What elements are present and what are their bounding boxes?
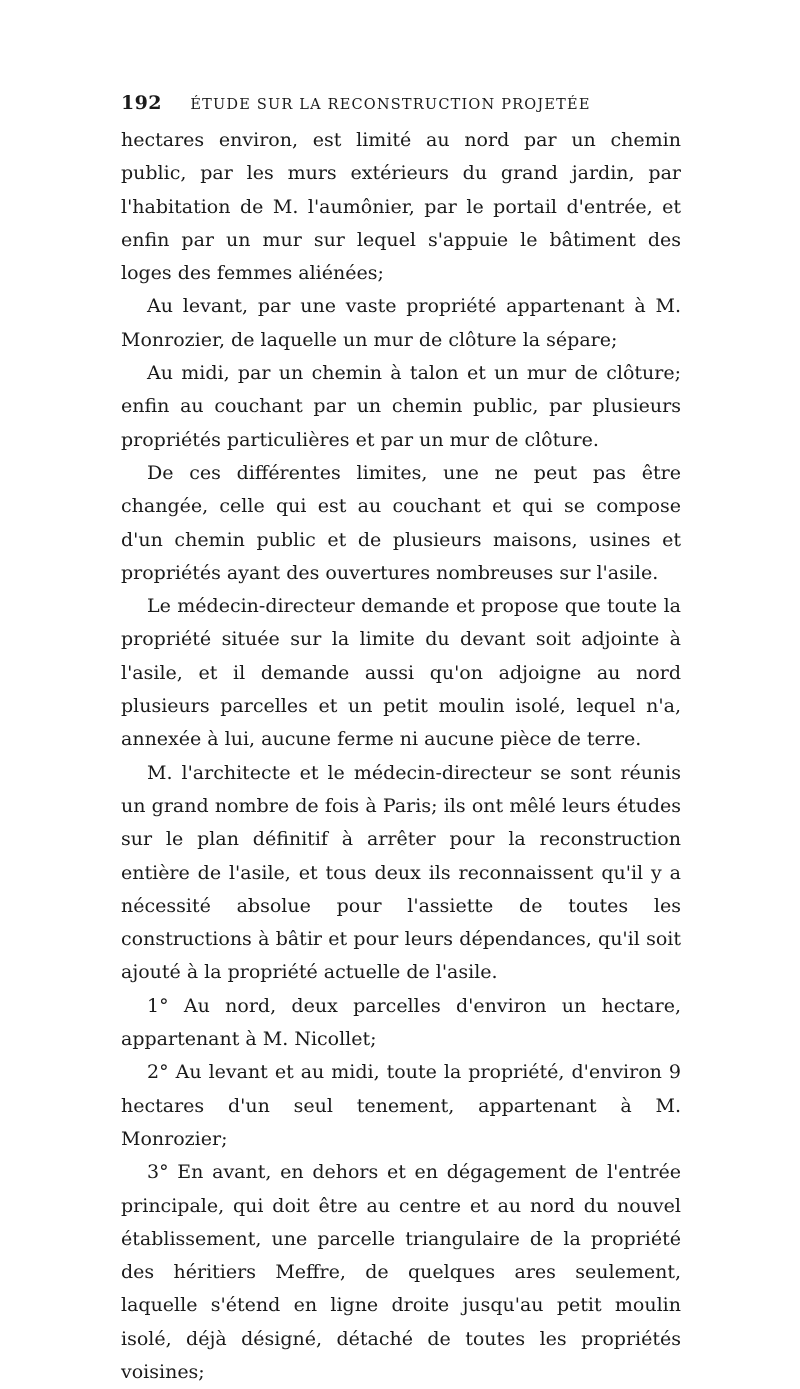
paragraph: Au levant, par une vaste propriété appartenant à M. Monrozier, de laquelle un mur de clôture la sépare; (121, 295, 681, 351)
paragraph: M. l'architecte et le médecin-directeur se sont réunis un grand nombre de fois à Paris; ils ont mêlé leurs études sur le plan définitif à arrêter pour la reconstruction entière de l'asile, et tous deux ils reconnaissent qu'il y a nécessité absolue pour l'assiette de toutes les constructions à bâtir et pour leurs dépendances, qu'il soit ajouté à la propriété actuelle de l'asile. (121, 761, 681, 984)
paragraph: Le médecin-directeur demande et propose que toute la propriété située sur la limite du devant soit adjointe à l'asile, et il demande aussi qu'on adjoigne au nord plusieurs parcelles et un petit moulin isolé, lequel n'a, annexée à lui, aucune ferme ni aucune pièce de terre. (121, 595, 681, 751)
page-number: 192 (121, 92, 162, 114)
paragraph: Au midi, par un chemin à talon et un mur de clôture; enfin au couchant par un chemin public, par plusieurs propriétés particulières et par un mur de clôture. (121, 362, 681, 451)
paragraph: 2° Au levant et au midi, toute la propriété, d'environ 9 hectares d'un seul tenement, appartenant à M. Monrozier; (121, 1061, 681, 1150)
running-title: ÉTUDE SUR LA RECONSTRUCTION PROJETÉE (190, 97, 591, 113)
paragraph: 1° Au nord, deux parcelles d'environ un hectare, appartenant à M. Nicollet; (121, 994, 681, 1051)
paragraph: hectares environ, est limité au nord par un chemin public, par les murs extérieurs du grand jardin, par l'habitation de M. l'aumônier, par le portail d'entrée, et enfin par un mur sur lequel s'appuie le bâtiment des loges des femmes aliénées; (121, 129, 681, 285)
running-header (121, 92, 681, 114)
body-text (121, 124, 681, 1389)
paragraph: De ces différentes limites, une ne peut pas être changée, celle qui est au couchant et qui se compose d'un chemin public et de plusieurs maisons, usines et propriétés ayant des ouvertures nombreuses sur l'asile. (121, 461, 681, 584)
paragraph: 3° En avant, en dehors et en dégagement de l'entrée principale, qui doit être au centre et au nord du nouvel établissement, une parcelle triangulaire de la propriété des héritiers Meffre, de quelques ares seulement, laquelle s'étend en ligne droite jusqu'au petit moulin isolé, déjà désigné, détaché de toutes les propriétés voisines; (121, 1161, 681, 1383)
